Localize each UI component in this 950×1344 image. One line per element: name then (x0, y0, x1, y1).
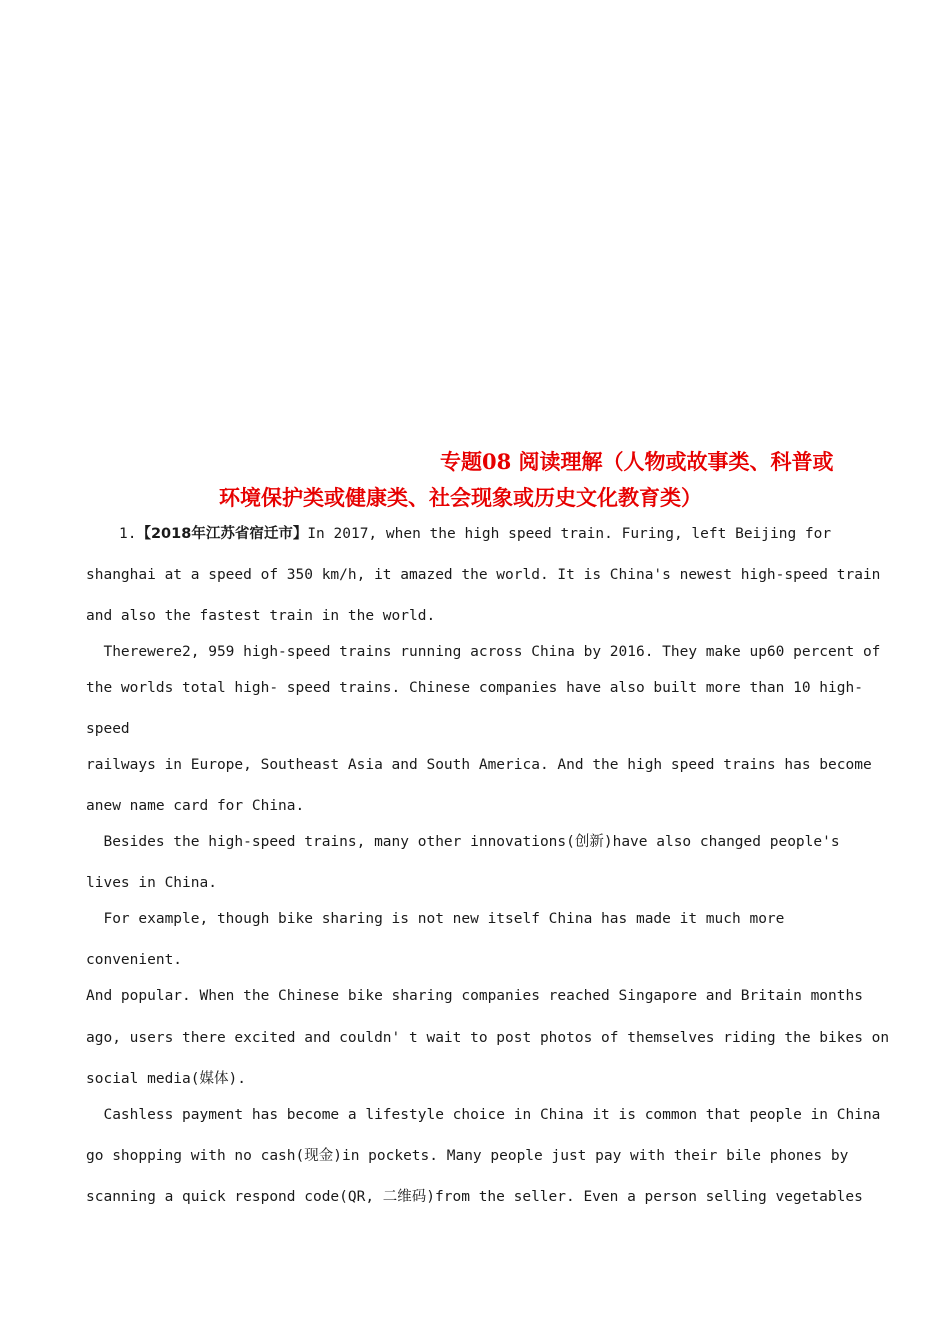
passage-line: Besides the high-speed trains, many other innovations(创新)have also changed people's (86, 834, 840, 850)
passage-line: social media(媒体). (86, 1071, 246, 1087)
passage-line: And popular. When the Chinese bike sharing companies reached Singapore and Britain months (86, 988, 863, 1004)
passage-line: railways in Europe, Southeast Asia and South America. And the high speed trains has become (86, 757, 872, 773)
passage-line: speed (86, 721, 130, 737)
passage-line: Therewere2, 959 high-speed trains running across China by 2016. They make up60 percent of (86, 644, 881, 660)
passage-line: scanning a quick respond code(QR, 二维码)from the seller. Even a person selling vegetables (86, 1189, 863, 1205)
passage-line: convenient. (86, 952, 183, 968)
passage-line: shanghai at a speed of 350 km/h, it amazed the world. It is China's newest high-speed train (86, 567, 881, 583)
title-line-2: 环境保护类或健康类、社会现象或历史文化教育类） (219, 485, 702, 510)
passage-line: Cashless payment has become a lifestyle choice in China it is common that people in China (86, 1107, 881, 1123)
question-first-line-text: In 2017, when the high speed train. Furing, left Beijing for (307, 526, 832, 542)
passage-line: lives in China. (86, 875, 217, 891)
passage-line: anew name card for China. (86, 798, 305, 814)
passage-line: go shopping with no cash(现金)in pockets. Many people just pay with their bile phones by (86, 1148, 849, 1164)
passage-line: the worlds total high- speed trains. Chinese companies have also built more than 10 high- (86, 680, 863, 696)
passage-line: and also the fastest train in the world. (86, 608, 436, 624)
title-line-1: 专题08 阅读理解（人物或故事类、科普或 (440, 449, 834, 474)
question-source: 【2018年江苏省宿迁市】 (136, 526, 308, 542)
passage-line: ago, users there excited and couldn' t wait to post photos of themselves riding the bikes on (86, 1030, 890, 1046)
question-number: 1. (119, 526, 137, 542)
passage-line: For example, though bike sharing is not new itself China has made it much more (86, 911, 785, 927)
question-first-line (119, 524, 831, 544)
